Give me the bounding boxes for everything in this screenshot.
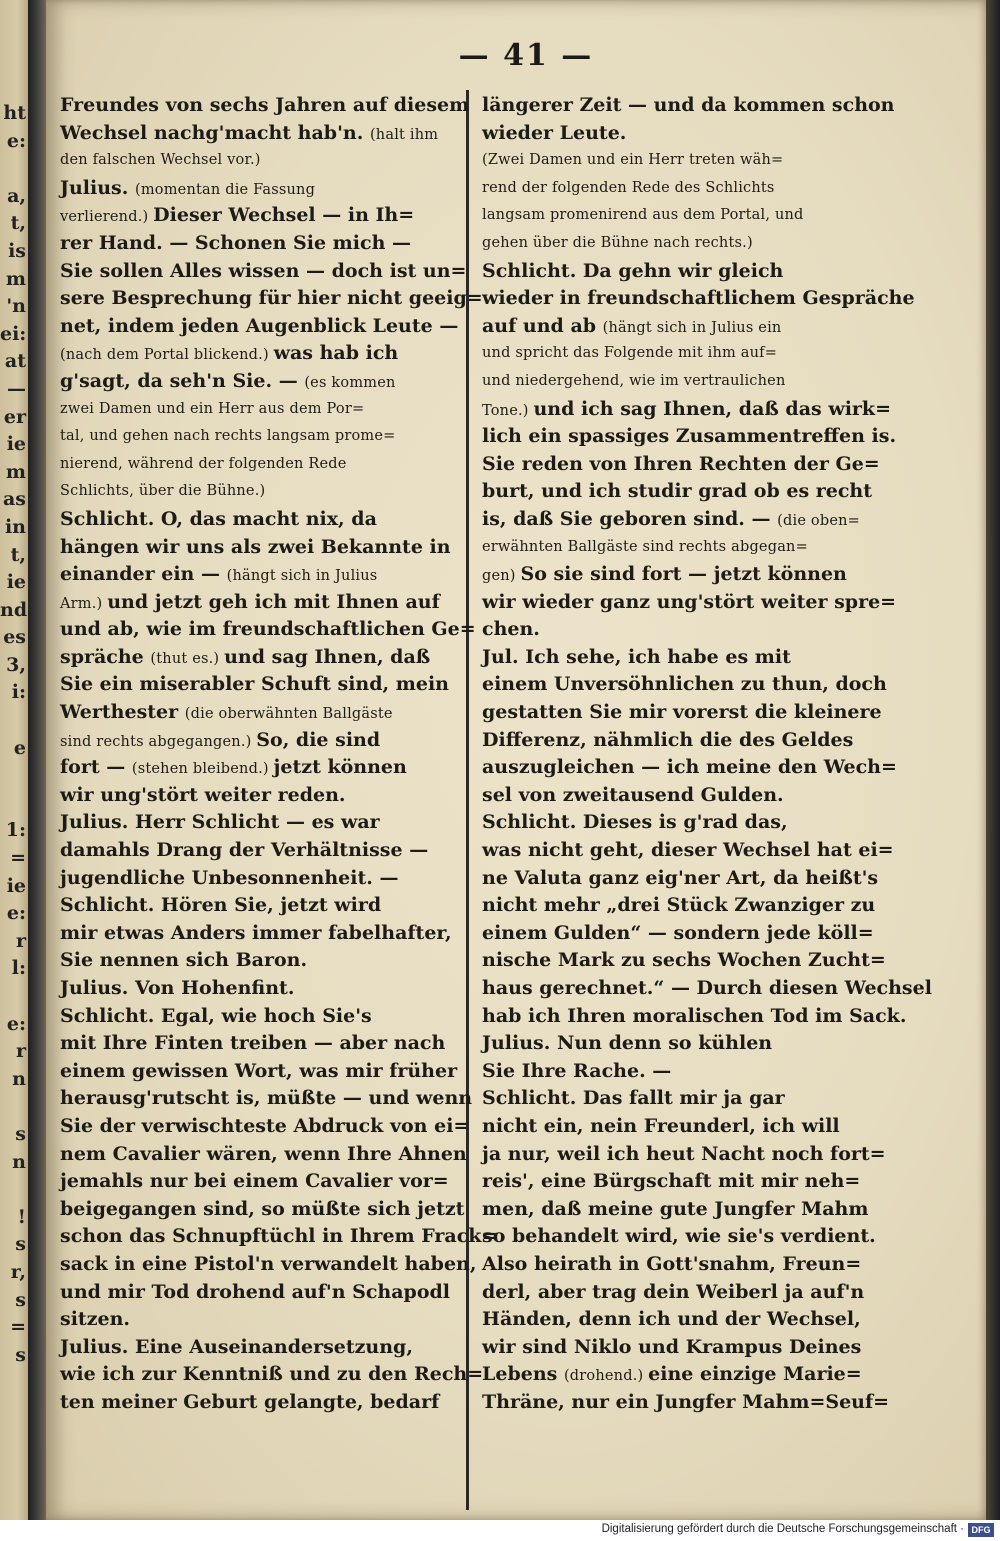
- stage-direction: (es kommen: [304, 374, 396, 391]
- dialogue-text: und sag Ihnen, daß: [224, 645, 431, 668]
- adjacent-page-fragment: 3,: [6, 653, 26, 676]
- text-line: [60, 92, 470, 120]
- adjacent-page-fragment: [0, 155, 28, 183]
- stage-direction: Schlichts, über die Bühne.): [60, 483, 266, 500]
- dialogue-text: ja nur, weil ich heut Nacht noch fort=: [482, 1142, 886, 1165]
- dialogue-text: Sie nennen sich Baron.: [60, 949, 308, 972]
- dialogue-text: sack in eine Pistol'n verwandelt haben,: [60, 1252, 477, 1275]
- text-line: [60, 699, 460, 727]
- adjacent-page-fragment: ht: [3, 102, 26, 124]
- stage-direction: (drohend.): [563, 1368, 649, 1385]
- dialogue-text: was hab ich: [273, 342, 399, 365]
- adjacent-page-fragment: ie: [6, 433, 26, 456]
- stage-direction: (die oben=: [777, 512, 861, 529]
- text-line: [482, 561, 880, 589]
- text-line: [482, 892, 880, 920]
- adjacent-page-fragment: er: [3, 405, 26, 428]
- dialogue-text: wir wieder ganz ung'stört weiter spre=: [482, 590, 897, 613]
- stage-direction: (hängt sich in Julius: [226, 568, 378, 585]
- text-line: [60, 865, 460, 893]
- dialogue-text: nische Mark zu sechs Wochen Zucht=: [482, 949, 886, 972]
- dialogue-text: wieder in freundschaftlichem Gespräche: [482, 287, 915, 310]
- text-line: [60, 1113, 470, 1141]
- dialogue-text: wieder Leute.: [482, 121, 627, 144]
- dialogue-text: nicht mehr „drei Stück Zwanziger zu: [482, 894, 876, 917]
- text-line: [482, 92, 895, 120]
- adjacent-page-fragment: as: [2, 488, 26, 511]
- right-text-column: [482, 92, 932, 1417]
- adjacent-page-fragment: a,: [7, 184, 26, 207]
- dialogue-text: Schlicht. Da gehn wir gleich: [482, 259, 784, 282]
- dialogue-text: so behandelt wird, wie sie's verdient.: [482, 1225, 876, 1248]
- text-line: [482, 423, 897, 451]
- text-line: [482, 837, 894, 865]
- text-line: [60, 947, 460, 975]
- text-line: [60, 837, 460, 865]
- dialogue-text: nicht ein, nein Freunderl, ich will: [482, 1114, 840, 1137]
- dialogue-text: sere Besprechung für hier nicht geeig=: [60, 287, 483, 310]
- text-line: [60, 1223, 498, 1251]
- text-line: [60, 671, 460, 699]
- text-line: [60, 506, 460, 534]
- dialogue-text: Differenz, nähmlich die des Geldes: [482, 728, 854, 751]
- stage-direction: (halt ihm: [369, 126, 439, 143]
- dialogue-text: Sie ein miserabler Schuft sind, mein: [60, 673, 449, 696]
- adjacent-page-fragment: [0, 1176, 28, 1204]
- dialogue-text: Sie sollen Alles wissen — doch ist un=: [60, 259, 467, 282]
- text-line: [482, 451, 880, 479]
- dialogue-text: sitzen.: [60, 1308, 130, 1331]
- text-line: [482, 285, 915, 313]
- text-line: [482, 1085, 880, 1113]
- stage-direction: (hängt sich in Julius ein: [602, 319, 782, 336]
- text-line: [60, 1306, 460, 1334]
- adjacent-page-fragment: e:: [6, 902, 26, 925]
- dialogue-text: Julius. Nun denn so kühlen: [482, 1032, 773, 1055]
- text-line: [60, 1279, 460, 1307]
- dialogue-text: jemahls nur bei einem Cavalier vor=: [60, 1170, 449, 1193]
- dialogue-text: Also heirath in Gott'snahm, Freun=: [482, 1252, 862, 1275]
- adjacent-page-fragment: [0, 1093, 28, 1121]
- adjacent-page-fragment: s: [15, 1122, 26, 1145]
- dialogue-text: Händen, denn ich und der Wechsel,: [482, 1308, 861, 1331]
- stage-direction: zwei Damen und ein Herr aus dem Por=: [60, 400, 365, 417]
- dialogue-text: mir etwas Anders immer fabelhafter,: [60, 921, 452, 944]
- dialogue-text: einem gewissen Wort, was mir früher: [60, 1059, 458, 1082]
- text-line: [60, 1058, 460, 1086]
- text-line: [482, 865, 880, 893]
- text-line: [482, 1141, 886, 1169]
- adjacent-page-fragment: m: [5, 460, 26, 483]
- adjacent-page-fragment: es: [3, 626, 26, 649]
- dialogue-text: mit Ihre Finten treiben — aber nach: [60, 1032, 446, 1055]
- funding-notice: Digitalisierung gefördert durch die Deutsche Forschungsgemeinschaft ·: [601, 1523, 964, 1535]
- text-line: [482, 920, 880, 948]
- dialogue-text: Schlicht. Das fallt mir ja gar: [482, 1087, 785, 1110]
- stage-direction: (die oberwähnten Ballgäste: [184, 706, 393, 723]
- dialogue-text: und ich sag Ihnen, daß das wirk=: [533, 397, 892, 420]
- adjacent-page-fragment: 'n: [6, 295, 26, 318]
- text-line: [60, 1141, 467, 1169]
- text-line: [60, 478, 460, 506]
- stage-direction: tal, und gehen nach rechts langsam prome=: [60, 428, 396, 445]
- text-line: [60, 396, 460, 424]
- adjacent-page-fragment: n: [12, 1150, 26, 1173]
- text-line: [60, 782, 460, 810]
- text-line: [482, 1003, 907, 1031]
- adjacent-page-fragment: =: [10, 847, 26, 870]
- text-line: [60, 589, 460, 617]
- text-line: [482, 809, 880, 837]
- adjacent-page-fragment: [0, 707, 28, 735]
- dialogue-text: Sie Ihre Rache. —: [482, 1059, 672, 1082]
- adjacent-page-fragment: —: [7, 377, 26, 400]
- stage-direction: Arm.): [60, 595, 108, 612]
- text-line: [482, 754, 897, 782]
- dialogue-text: einem Gulden“ — sondern jede köll=: [482, 921, 874, 944]
- adjacent-page-fragment: l:: [11, 957, 26, 980]
- stage-direction: Tone.): [482, 402, 534, 419]
- dialogue-text: wie ich zur Kenntniß und zu den Rech=: [60, 1363, 484, 1386]
- text-line: [482, 1389, 890, 1417]
- text-line: [60, 230, 460, 258]
- dialogue-text: ne Valuta ganz eig'ner Art, da heißt's: [482, 866, 879, 889]
- text-line: [60, 313, 460, 341]
- adjacent-page-fragments: [0, 100, 28, 1369]
- text-line: [60, 285, 483, 313]
- dialogue-text: fort —: [60, 756, 132, 779]
- adjacent-page-fragment: r: [15, 929, 26, 952]
- adjacent-page-fragment: e:: [6, 1012, 26, 1035]
- stage-direction: langsam promenirend aus dem Portal, und: [482, 207, 804, 224]
- dialogue-text: Julius. Von Hohenfint.: [60, 977, 295, 999]
- adjacent-page-fragment: !: [17, 1205, 26, 1228]
- text-line: [60, 727, 460, 755]
- text-line: [60, 175, 460, 203]
- adjacent-page-fragment: e:: [6, 129, 26, 152]
- dfg-logo-icon: DFG: [968, 1523, 994, 1537]
- adjacent-page-fragment: t,: [10, 212, 26, 235]
- text-line: [60, 147, 460, 175]
- dialogue-text: So sie sind fort — jetzt können: [520, 563, 847, 586]
- dialogue-text: Sie reden von Ihren Rechten der Ge=: [482, 452, 880, 475]
- dialogue-text: Schlicht. Dieses is g'rad das,: [482, 811, 788, 834]
- text-line: [482, 644, 880, 672]
- book-gutter: [28, 0, 48, 1520]
- stage-direction: rend der folgenden Rede des Schlichts: [482, 179, 775, 196]
- stage-direction: den falschen Wechsel vor.): [60, 152, 261, 169]
- left-text-column: [60, 92, 498, 1417]
- dialogue-text: derl, aber trag dein Weiberl ja auf'n: [482, 1280, 865, 1303]
- dialogue-text: is, daß Sie geboren sind. —: [482, 507, 778, 530]
- stage-direction: (thut es.): [150, 650, 225, 667]
- text-line: [482, 120, 880, 148]
- dialogue-text: nem Cavalier wären, wenn Ihre Ahnen: [60, 1142, 467, 1165]
- dialogue-text: eine einzige Marie=: [648, 1363, 862, 1386]
- adjacent-page-fragment: =: [10, 1316, 26, 1339]
- adjacent-page-fragment: is: [8, 239, 26, 262]
- text-line: [60, 340, 460, 368]
- dialogue-text: wir sind Niklo und Krampus Deines: [482, 1335, 862, 1358]
- adjacent-page-fragment: n: [12, 1067, 26, 1090]
- page-number: — 41 —: [458, 38, 594, 73]
- adjacent-page-fragment: i:: [11, 681, 26, 704]
- stage-direction: (momentan die Fassung: [134, 181, 316, 198]
- text-line: [482, 616, 880, 644]
- text-line: [482, 589, 897, 617]
- book-page: [46, 0, 986, 1520]
- dialogue-text: ten meiner Geburt gelangte, bedarf: [60, 1390, 440, 1413]
- text-line: [60, 1085, 473, 1113]
- text-line: [60, 368, 460, 396]
- text-line: [60, 423, 460, 451]
- dialogue-text: einem Unversöhnlichen zu thun, doch: [482, 673, 887, 696]
- dialogue-text: jugendliche Unbesonnenheit. —: [60, 866, 399, 889]
- text-line: [60, 1003, 460, 1031]
- text-line: [482, 313, 880, 341]
- dialogue-text: rer Hand. — Schonen Sie mich —: [60, 231, 411, 254]
- text-line: [482, 699, 880, 727]
- dialogue-text: Sie der verwischteste Abdruck von ei=: [60, 1114, 470, 1137]
- stage-direction: und niedergehend, wie im vertraulichen: [482, 372, 786, 389]
- text-line: [482, 1113, 880, 1141]
- stage-direction: (Zwei Damen und ein Herr treten wäh=: [482, 152, 784, 169]
- text-line: [60, 258, 467, 286]
- adjacent-page-fragment: ie: [6, 874, 26, 897]
- page-edge: [986, 0, 1000, 1520]
- dialogue-text: Dieser Wechsel — in Ih=: [153, 204, 415, 227]
- text-line: [482, 782, 880, 810]
- stage-direction: und spricht das Folgende mit ihm auf=: [482, 345, 778, 362]
- text-line: [482, 671, 887, 699]
- dialogue-text: men, daß meine gute Jungfer Mahm: [482, 1197, 869, 1220]
- digitization-footer: [0, 1520, 1000, 1541]
- stage-direction: sind rechts abgegangen.): [60, 733, 257, 750]
- text-line: [60, 1196, 465, 1224]
- adjacent-page-fragment: r: [15, 1040, 26, 1063]
- text-line: [482, 1058, 880, 1086]
- text-line: [60, 809, 460, 837]
- adjacent-page-fragment: ei:: [0, 322, 27, 345]
- text-line: [482, 1251, 880, 1279]
- text-line: [482, 1168, 880, 1196]
- text-line: [60, 451, 460, 479]
- dialogue-text: gestatten Sie mir vorerst die kleinere: [482, 701, 882, 724]
- text-line: [482, 202, 880, 230]
- dialogue-text: schon das Schnupftüchl in Ihrem Frack=: [60, 1225, 498, 1248]
- text-line: [60, 975, 460, 1003]
- dialogue-text: hängen wir uns als zwei Bekannte in: [60, 535, 451, 558]
- dialogue-text: längerer Zeit — und da kommen schon: [482, 94, 895, 116]
- adjacent-page-fragment: e: [13, 736, 26, 759]
- text-line: [482, 258, 880, 286]
- dialogue-text: Julius.: [60, 176, 135, 199]
- text-line: [60, 754, 460, 782]
- dialogue-text: Jul. Ich sehe, ich habe es mit: [482, 645, 791, 668]
- adjacent-page-fragment: r,: [10, 1260, 26, 1283]
- text-line: [60, 616, 476, 644]
- adjacent-page-fragment: t,: [10, 543, 26, 566]
- text-line: [482, 230, 880, 258]
- stage-direction: verlierend.): [60, 209, 154, 226]
- dialogue-text: reis', eine Bürgschaft mit mir neh=: [482, 1170, 861, 1193]
- dialogue-text: spräche: [60, 645, 151, 668]
- dialogue-text: Schlicht. O, das macht nix, da: [60, 507, 377, 530]
- dialogue-text: herausg'rutscht is, müßte — und wenn: [60, 1087, 473, 1110]
- stage-direction: erwähnten Ballgäste sind rechts abgegan=: [482, 538, 808, 555]
- dialogue-text: und mir Tod drohend auf'n Schapodl: [60, 1280, 451, 1303]
- adjacent-page-fragment: ie: [6, 571, 26, 594]
- adjacent-page-fragment: [0, 790, 28, 818]
- dialogue-text: auf und ab: [482, 314, 603, 337]
- adjacent-page-fragment: [0, 983, 28, 1011]
- text-line: [482, 1279, 880, 1307]
- adjacent-page-fragment: s: [15, 1233, 26, 1256]
- text-line: [482, 175, 880, 203]
- dialogue-text: burt, und ich studir grad ob es recht: [482, 480, 873, 503]
- stage-direction: (stehen bleibend.): [131, 761, 274, 778]
- text-line: [482, 975, 932, 1003]
- dialogue-text: einander ein —: [60, 563, 227, 586]
- dialogue-text: Julius. Herr Schlicht — es war: [60, 811, 380, 834]
- adjacent-page-fragment: in: [4, 515, 26, 538]
- adjacent-page-fragment: at: [4, 350, 26, 373]
- dialogue-text: Schlicht. Egal, wie hoch Sie's: [60, 1004, 372, 1027]
- text-line: [482, 534, 880, 562]
- text-line: [60, 1168, 460, 1196]
- dialogue-text: Lebens: [482, 1363, 564, 1386]
- stage-direction: gen): [482, 568, 521, 585]
- text-line: [482, 1223, 880, 1251]
- dialogue-text: haus gerechnet.“ — Durch diesen Wechsel: [482, 977, 932, 999]
- dialogue-text: Schlicht. Hören Sie, jetzt wird: [60, 894, 382, 917]
- dialogue-text: und ab, wie im freundschaftlichen Ge=: [60, 618, 476, 641]
- text-line: [482, 147, 880, 175]
- text-line: [482, 1030, 880, 1058]
- dialogue-text: chen.: [482, 618, 540, 641]
- text-line: [60, 1030, 460, 1058]
- dialogue-text: sel von zweitausend Gulden.: [482, 783, 784, 806]
- text-line: [60, 1251, 477, 1279]
- adjacent-page-fragment: s: [15, 1288, 26, 1311]
- dialogue-text: damahls Drang der Verhältnisse —: [60, 839, 429, 862]
- dialogue-text: wir ung'stört weiter reden.: [60, 783, 346, 806]
- text-line: [482, 727, 880, 755]
- dialogue-text: und jetzt geh ich mit Ihnen auf: [107, 590, 440, 613]
- dialogue-text: Thräne, nur ein Jungfer Mahm=Seuf=: [482, 1390, 890, 1413]
- adjacent-page-fragment: m: [5, 267, 26, 290]
- text-line: [482, 478, 880, 506]
- text-line: [482, 947, 886, 975]
- text-line: [60, 561, 460, 589]
- text-line: [482, 1361, 880, 1389]
- dialogue-text: net, indem jeden Augenblick Leute —: [60, 314, 459, 337]
- text-line: [60, 1361, 484, 1389]
- dialogue-text: Julius. Eine Auseinandersetzung,: [60, 1335, 413, 1358]
- text-line: [60, 120, 460, 148]
- dialogue-text: was nicht geht, dieser Wechsel hat ei=: [482, 839, 894, 862]
- text-line: [482, 1306, 880, 1334]
- text-line: [482, 396, 892, 424]
- text-line: [60, 202, 460, 230]
- text-line: [482, 1196, 880, 1224]
- stage-direction: (nach dem Portal blickend.): [60, 347, 274, 364]
- dialogue-text: auszugleichen — ich meine den Wech=: [482, 756, 897, 779]
- adjacent-page-fragment: s: [15, 1343, 26, 1366]
- adjacent-page-fragment: [0, 762, 28, 790]
- dialogue-text: Freundes von sechs Jahren auf diesem: [60, 94, 470, 116]
- dialogue-text: So, die sind: [256, 728, 381, 751]
- adjacent-page-fragment: nd: [0, 598, 28, 621]
- stage-direction: nierend, während der folgenden Rede: [60, 455, 347, 472]
- dialogue-text: jetzt können: [273, 756, 407, 779]
- text-line: [60, 644, 460, 672]
- text-line: [482, 368, 880, 396]
- text-line: [482, 340, 880, 368]
- stage-direction: gehen über die Bühne nach rechts.): [482, 234, 753, 251]
- dialogue-text: beigegangen sind, so müßte sich jetzt: [60, 1197, 465, 1220]
- dialogue-text: Wechsel nachg'macht hab'n.: [60, 121, 370, 144]
- dialogue-text: Werthester: [60, 701, 185, 724]
- dialogue-text: g'sagt, da seh'n Sie. —: [60, 369, 305, 392]
- adjacent-page-fragment: 1:: [5, 819, 26, 842]
- text-line: [60, 534, 460, 562]
- text-line: [482, 1334, 880, 1362]
- text-line: [60, 892, 460, 920]
- dialogue-text: hab ich Ihren moralischen Tod im Sack.: [482, 1004, 907, 1027]
- dialogue-text: lich ein spassiges Zusammentreffen is.: [482, 425, 897, 448]
- text-line: [60, 1334, 460, 1362]
- text-line: [60, 1389, 460, 1417]
- adjacent-page-strip: [0, 0, 28, 1520]
- text-line: [482, 506, 880, 534]
- text-line: [60, 920, 460, 948]
